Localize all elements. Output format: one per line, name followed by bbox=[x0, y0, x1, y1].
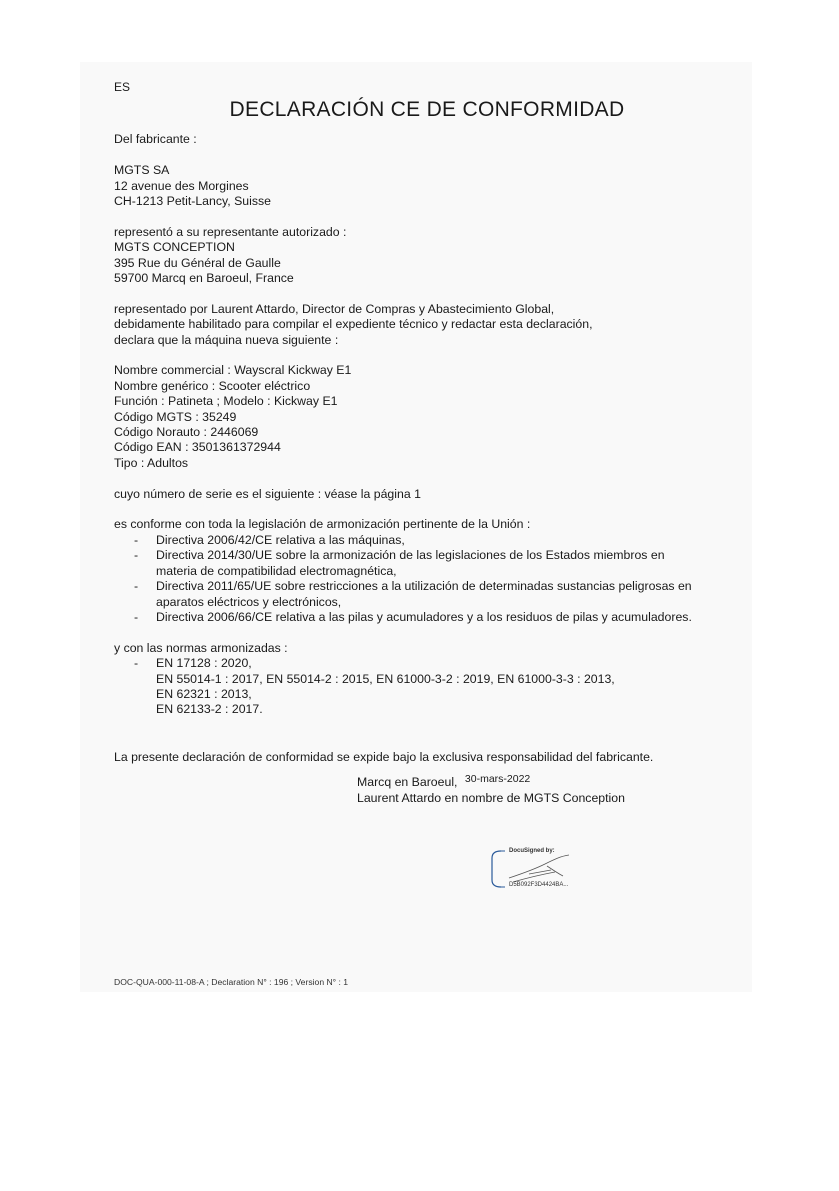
manufacturer-address bbox=[114, 163, 734, 209]
declaration-body bbox=[114, 80, 734, 806]
paragraph-line: declara que la máquina nueva siguiente : bbox=[114, 332, 339, 347]
product-norauto-code: Código Norauto : 2446069 bbox=[114, 425, 259, 440]
language-code: ES bbox=[114, 80, 131, 94]
list-item: - Directiva 2011/65/UE sobre restricciones a la utilización de determinadas sustancias peligrosas en aparatos eléctricos y electrónicos, bbox=[134, 579, 692, 609]
norms-intro: y con las normas armonizadas : bbox=[114, 640, 288, 655]
manufacturer-label: Del fabricante : bbox=[114, 132, 197, 147]
norm-list bbox=[114, 656, 734, 718]
address-line: 395 Rue du Général de Gaulle bbox=[114, 255, 281, 270]
address-line: MGTS SA bbox=[114, 163, 170, 178]
directive-list bbox=[114, 533, 734, 625]
docusign-label: DocuSigned by: bbox=[509, 848, 555, 854]
list-item: - EN 17128 : 2020, EN 55014-1 : 2017, EN 55014-2 : 2015, EN 61000-3-2 : 2019, EN 61000-3-3 : 2013, EN 62321 : 2013, EN 62133-2 : 2017. bbox=[134, 656, 615, 717]
signature-place: Marcq en Baroeul, bbox=[357, 775, 458, 790]
representative-address bbox=[114, 240, 734, 286]
product-type: Tipo : Adultos bbox=[114, 455, 189, 470]
product-details bbox=[114, 363, 734, 471]
signature-block bbox=[357, 772, 734, 806]
address-line: 59700 Marcq en Baroeul, France bbox=[114, 271, 294, 286]
list-item: - Directiva 2006/42/CE relativa a las máquinas, bbox=[134, 532, 405, 547]
docusign-id: D5B092F3D4424BA... bbox=[509, 882, 569, 888]
represented-by-paragraph bbox=[114, 302, 734, 348]
serial-number-line: cuyo número de serie es el siguiente : véase la página 1 bbox=[114, 486, 421, 501]
page-title: DECLARACIÓN CE DE CONFORMIDAD bbox=[229, 98, 625, 122]
product-function-model: Función : Patineta ; Modelo : Kickway E1 bbox=[114, 394, 338, 409]
representative-label: representó a su representante autorizado : bbox=[114, 224, 347, 239]
document-footer: DOC-QUA-000-11-08-A ; Declaration N° : 196 ; Version N° : 1 bbox=[114, 977, 349, 987]
responsibility-statement: La presente declaración de conformidad se expide bajo la exclusiva responsabilidad del fabricante. bbox=[114, 749, 654, 764]
signature-date: 30-mars-2022 bbox=[464, 773, 531, 786]
legislation-intro: es conforme con toda la legislación de armonización pertinente de la Unión : bbox=[114, 517, 531, 532]
address-line: 12 avenue des Morgines bbox=[114, 178, 249, 193]
product-trade-name: Nombre commercial : Wayscral Kickway E1 bbox=[114, 363, 352, 378]
address-line: CH-1213 Petit-Lancy, Suisse bbox=[114, 194, 271, 209]
product-ean-code: Código EAN : 3501361372944 bbox=[114, 440, 281, 455]
product-generic-name: Nombre genérico : Scooter eléctrico bbox=[114, 378, 311, 393]
address-line: MGTS CONCEPTION bbox=[114, 240, 235, 255]
list-item: - Directiva 2006/66/CE relativa a las pilas y acumuladores y a los residuos de pilas y acumuladores. bbox=[134, 609, 692, 624]
product-mgts-code: Código MGTS : 35249 bbox=[114, 409, 237, 424]
docusign-stamp bbox=[489, 848, 599, 890]
paragraph-line: representado por Laurent Attardo, Director de Compras y Abastecimiento Global, bbox=[114, 301, 555, 316]
paragraph-line: debidamente habilitado para compilar el expediente técnico y redactar esta declaración, bbox=[114, 317, 593, 332]
list-item: - Directiva 2014/30/UE sobre la armonización de las legislaciones de los Estados miembros en materia de compatibilidad electromagnética, bbox=[134, 548, 665, 578]
signatory-name: Laurent Attardo en nombre de MGTS Conception bbox=[357, 790, 625, 805]
